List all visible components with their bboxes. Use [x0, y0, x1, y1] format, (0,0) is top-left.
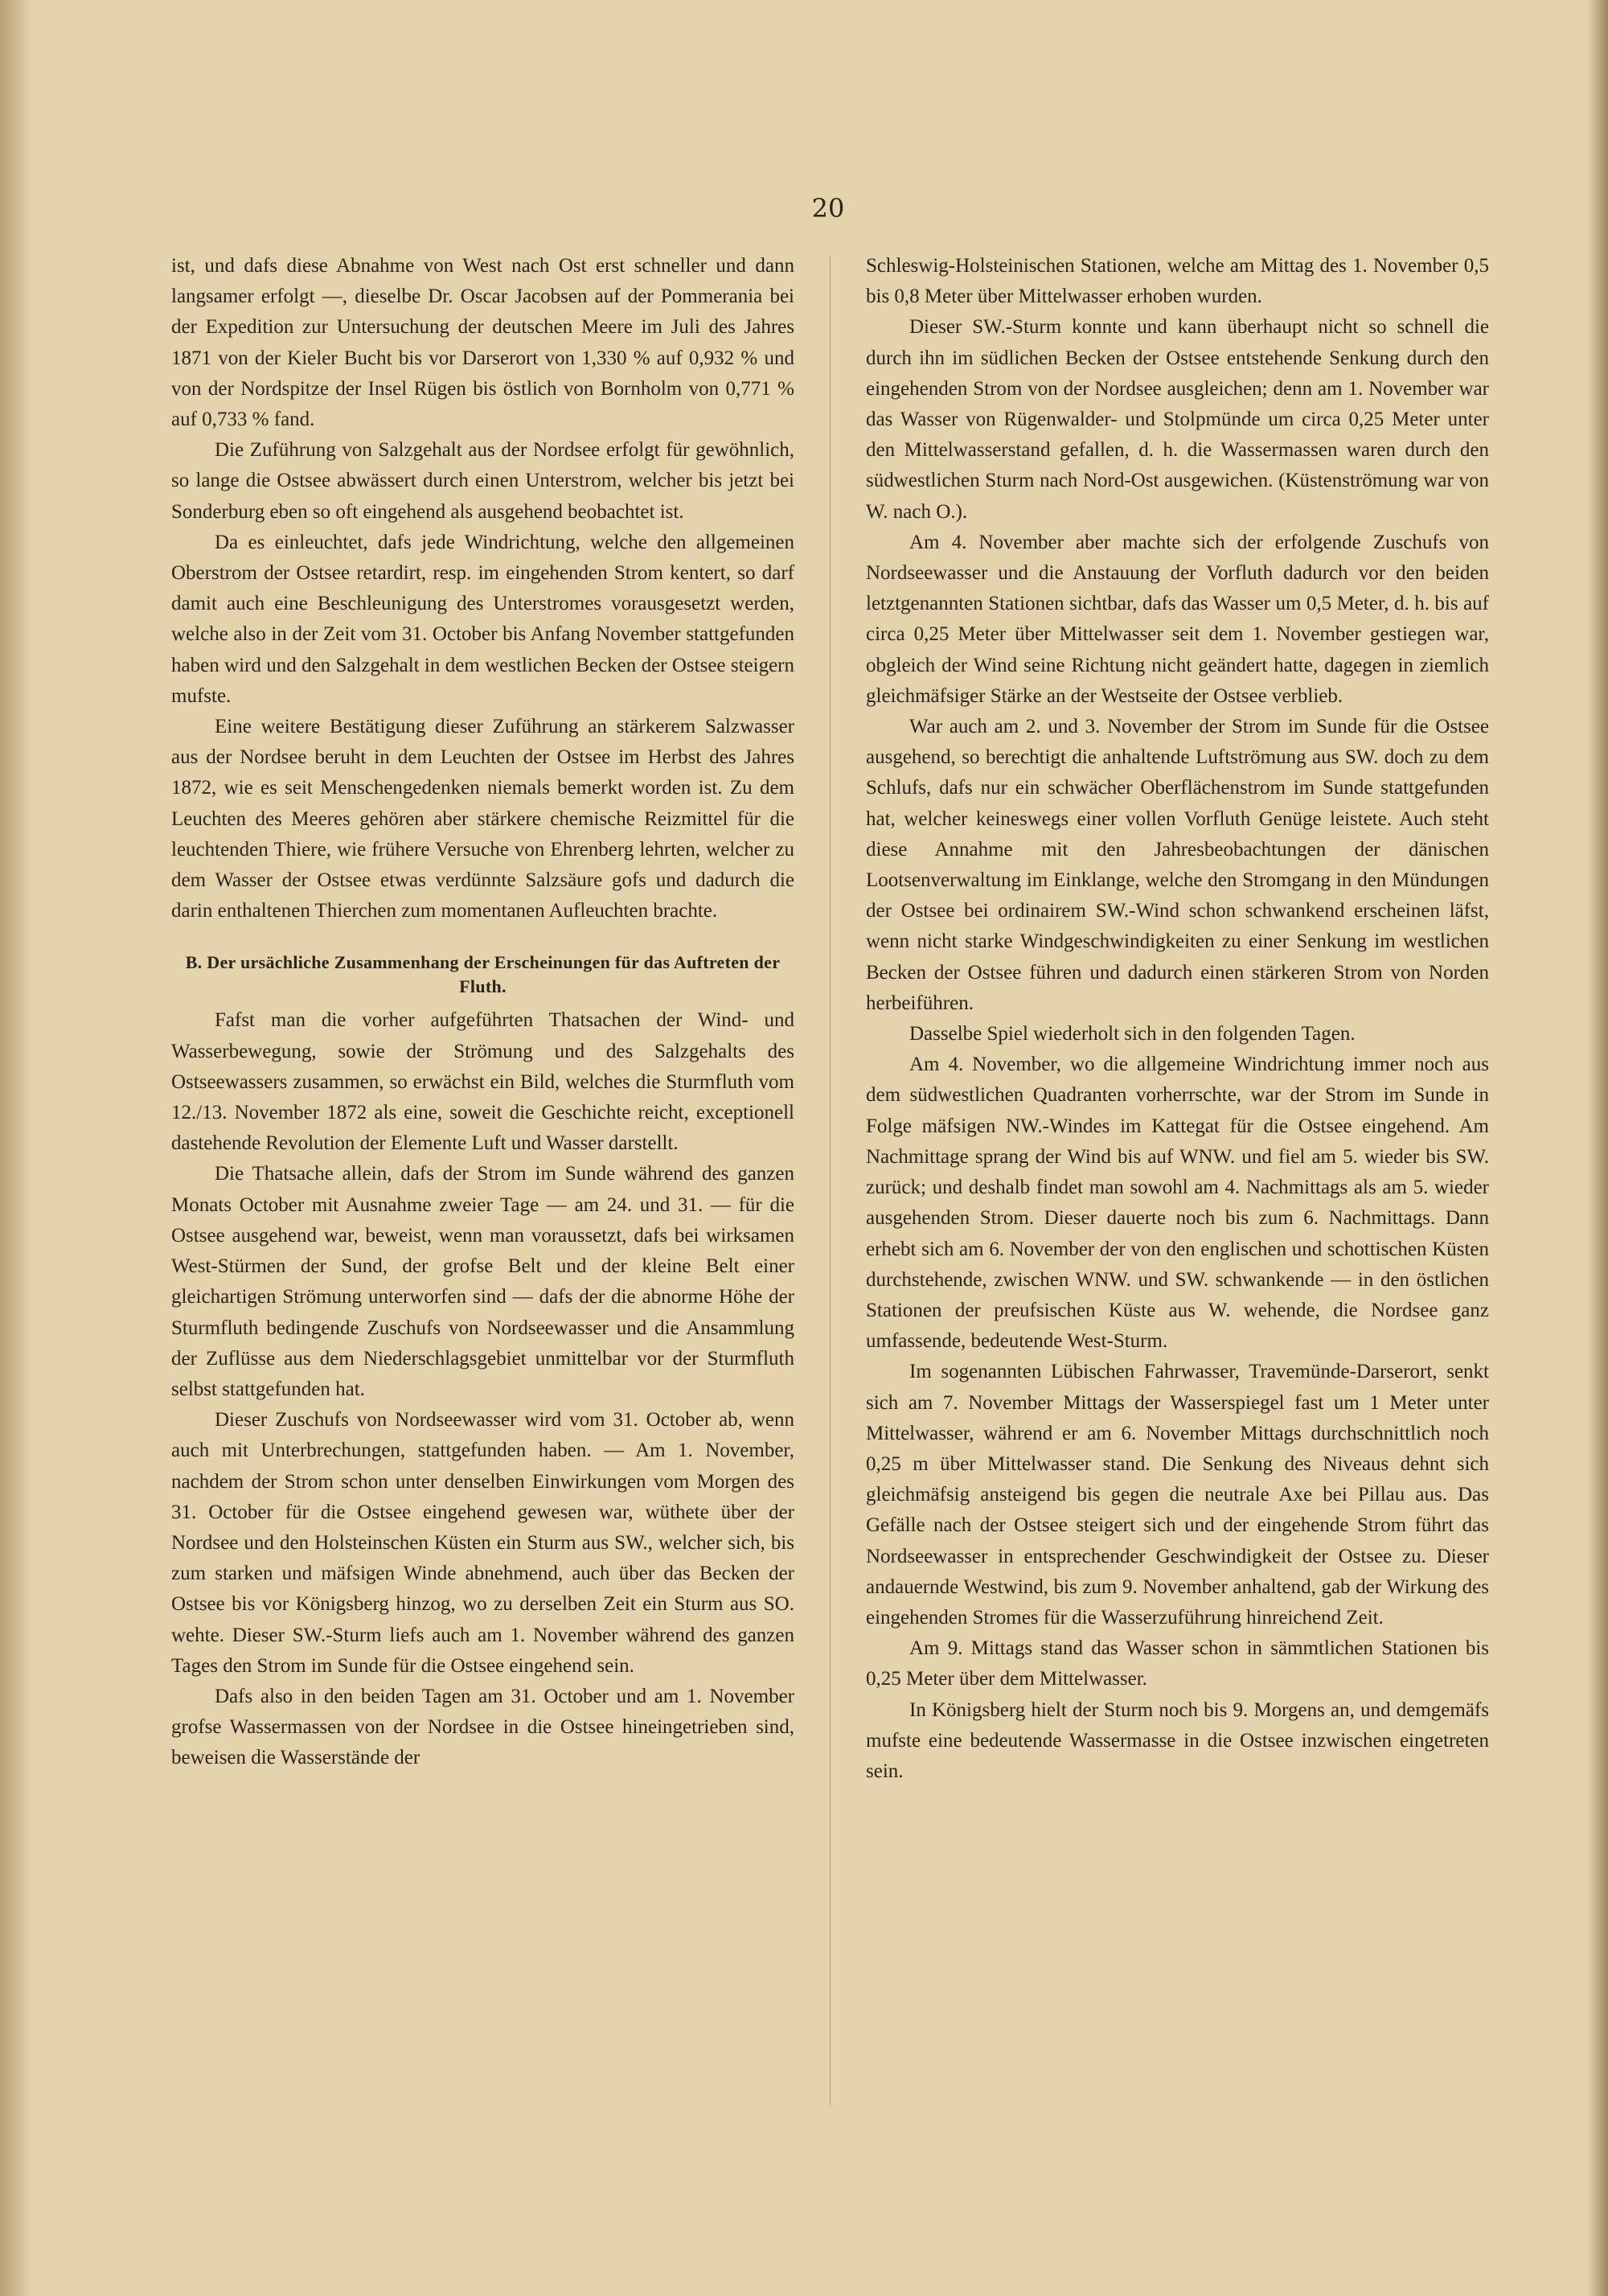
page-edge-right [1587, 0, 1608, 2296]
paragraph: Die Thatsache allein, dafs der Strom im Sunde während des ganzen Monats October mit Ausnahme zweier Tage — am 24. und 31. — für die Ostsee ausgehend war, beweist, wenn man voraussetzt, dafs bei wirksamen West-Stürmen der Sund, der grofse Belt und der kleine Belt einer gleichartigen Strömung unterworfen sind — dafs der die abnorme Höhe der Sturmfluth bedingende Zuschufs von Nordseewasser und die Ansammlung der Zuflüsse aus dem Niederschlagsgebiet unmittelbar vor der Sturmfluth selbst stattgefunden hat. [171, 1163, 794, 1400]
left-column [171, 251, 794, 1774]
paragraph: Eine weitere Bestätigung dieser Zuführung an stärkerem Salzwasser aus der Nordsee beruht in dem Leuchten der Ostsee im Herbst des Jahres 1872, wie es seit Menschengedenken niemals bemerkt worden ist. Zu dem Leuchten des Meeres gehören aber stärkere chemische Reizmittel für die leuchtenden Thiere, wie frühere Versuche von Ehrenberg lehrten, welcher zu dem Wasser der Ostsee etwas verdünnte Salzsäure gofs und dadurch die darin enthaltenen Thierchen zum momentanen Aufleuchten brachte. [171, 716, 794, 922]
paragraph: Am 9. Mittags stand das Wasser schon in sämmtlichen Stationen bis 0,25 Meter über dem Mittelwasser. [866, 1637, 1489, 1690]
column-divider [830, 256, 831, 2105]
right-column [866, 251, 1489, 1787]
paragraph: Schleswig-Holsteinischen Stationen, welche am Mittag des 1. November 0,5 bis 0,8 Meter über Mittelwasser erhoben wurden. [866, 255, 1489, 308]
paragraph: Dafs also in den beiden Tagen am 31. October und am 1. November grofse Wassermassen von der Nordsee in die Ostsee hineingetrieben sind, beweisen die Wasserstände der [171, 1685, 794, 1769]
paragraph: Dasselbe Spiel wiederholt sich in den folgenden Tagen. [909, 1023, 1356, 1045]
section-heading: B. Der ursächliche Zusammenhang der Erscheinungen für das Auftreten der Fluth. [185, 952, 781, 997]
page-edge-left [0, 0, 32, 2296]
paragraph: Im sogenannten Lübischen Fahrwasser, Travemünde-Darserort, senkt sich am 7. November Mittags der Wasserspiegel fast um 1 Meter unter Mittelwasser, während er am 6. November Mittags durchschnittlich noch 0,25 m über Mittelwasser stand. Die Senkung des Niveaus dehnt sich gleichmäfsig ansteigend bis gegen die neutrale Axe bei Pillau aus. Das Gefälle nach der Ostsee steigert sich und der eingehende Strom führt das Nordseewasser in entsprechender Geschwindigkeit der Ostsee zu. Dieser andauernde Westwind, bis zum 9. November anhaltend, gab der Wirkung des eingehenden Stromes für die Wasserzuführung hinreichend Zeit. [866, 1361, 1489, 1629]
paragraph: Dieser SW.-Sturm konnte und kann überhaupt nicht so schnell die durch ihn im südlichen Becken der Ostsee entstehende Senkung durch den eingehenden Strom von der Nordsee ausgleichen; denn am 1. November war das Wasser von Rügenwalder- und Stolpmünde um circa 0,25 Meter unter den Mittelwasserstand gefallen, d. h. die Wassermassen waren durch den südwestlichen Sturm nach Nord-Ost ausgewichen. (Küstenströmung war von W. nach O.). [866, 316, 1489, 523]
paragraph: Am 4. November aber machte sich der erfolgende Zuschufs von Nordseewasser und die Anstauung der Vorfluth dadurch vor den beiden letztgenannten Stationen sichtbar, dafs das Wasser um 0,5 Meter, d. h. bis auf circa 0,25 Meter über Mittelwasser seit dem 1. November gestiegen war, obgleich der Wind seine Richtung nicht geändert hatte, dagegen in ziemlich gleichmäfsiger Stärke an der Westseite der Ostsee verblieb. [866, 531, 1489, 707]
page-number: 20 [811, 193, 845, 224]
paragraph: Am 4. November, wo die allgemeine Windrichtung immer noch aus dem südwestlichen Quadranten vorherrschte, war der Strom im Sunde in Folge mäfsigen NW.-Windes im Kattegat für die Ostsee eingehend. Am Nachmittage sprang der Wind bis auf WNW. und fiel am 5. wieder bis SW. zurück; und deshalb findet man sowohl am 4. Nachmittags als am 5. wieder ausgehenden Strom. Dieser dauerte noch bis zum 6. Nachmittags. Dann erhebt sich am 6. November der von den englischen und schottischen Küsten durchstehende, zwischen WNW. und SW. schwankende — in den östlichen Stationen der preufsischen Küste aus W. wehende, die Nordsee ganz umfassende, bedeutende West-Sturm. [866, 1054, 1489, 1353]
paragraph: In Königsberg hielt der Sturm noch bis 9. Morgens an, und demgemäfs mufste eine bedeutende Wassermasse in die Ostsee inzwischen eingetreten sein. [866, 1698, 1489, 1782]
paragraph: ist, und dafs diese Abnahme von West nach Ost erst schneller und dann langsamer erfolgt —, dieselbe Dr. Oscar Jacobsen auf der Pommerania bei der Expedition zur Untersuchung der deutschen Meere im Juli des Jahres 1871 von der Kieler Bucht bis vor Darserort von 1,330 % auf 0,932 % und von der Nordspitze der Insel Rügen bis östlich von Bornholm von 0,771 % auf 0,733 % fand. [171, 255, 794, 431]
paragraph: Die Zuführung von Salzgehalt aus der Nordsee erfolgt für gewöhnlich, so lange die Ostsee abwässert durch einen Unterstrom, welcher bis jetzt bei Sonderburg eben so oft eingehend als ausgehend beobachtet ist. [171, 439, 794, 523]
paragraph: Dieser Zuschufs von Nordseewasser wird vom 31. October ab, wenn auch mit Unterbrechungen, stattgefunden haben. — Am 1. November, nachdem der Strom schon unter denselben Einwirkungen vom Morgen des 31. October für die Ostsee eingehend gewesen war, wüthete über der Nordsee und den Holsteinschen Küsten ein Sturm aus SW., welcher sich, bis zum starken und mäfsigen Winde abnehmend, auch über das Becken der Ostsee bis vor Königsberg hinzog, wo zu derselben Zeit ein Sturm aus SO. wehte. Dieser SW.-Sturm liefs auch am 1. November während des ganzen Tages den Strom im Sunde für die Ostsee eingehend sein. [171, 1409, 794, 1677]
paragraph: War auch am 2. und 3. November der Strom im Sunde für die Ostsee ausgehend, so berechtigt die anhaltende Luftströmung aus SW. doch zu dem Schlufs, dafs nur ein schwächer Oberflächenstrom im Sunde stattgefunden hat, welcher keineswegs einer vollen Vorfluth Genüge leistete. Auch steht diese Annahme mit den Jahresbeobachtungen der dänischen Lootsenverwaltung im Einklange, welche den Stromgang in den Mündungen der Ostsee bei ordinairem SW.-Wind schon schwankend erscheinen läfst, wenn nicht starke Windgeschwindigkeiten zu einer Senkung im westlichen Becken der Ostsee führen und dadurch einen stärkeren Strom von Norden herbeiführen. [866, 716, 1489, 1014]
paragraph: Da es einleuchtet, dafs jede Windrichtung, welche den allgemeinen Oberstrom der Ostsee retardirt, resp. im eingehenden Strom kentert, so darf damit auch eine Beschleunigung des Unterstromes vorausgesetzt werden, welche also in der Zeit vom 31. October bis Anfang November stattgefunden haben wird und den Salzgehalt in dem westlichen Becken der Ostsee steigern mufste. [171, 531, 794, 707]
paragraph: Fafst man die vorher aufgeführten Thatsachen der Wind- und Wasserbewegung, sowie der Strömung und des Salzgehalts des Ostseewassers zusammen, so erwächst ein Bild, welches die Sturmfluth vom 12./13. November 1872 als eine, soweit die Geschichte reicht, exceptionell dastehende Revolution der Elemente Luft und Wasser darstellt. [171, 1009, 794, 1155]
